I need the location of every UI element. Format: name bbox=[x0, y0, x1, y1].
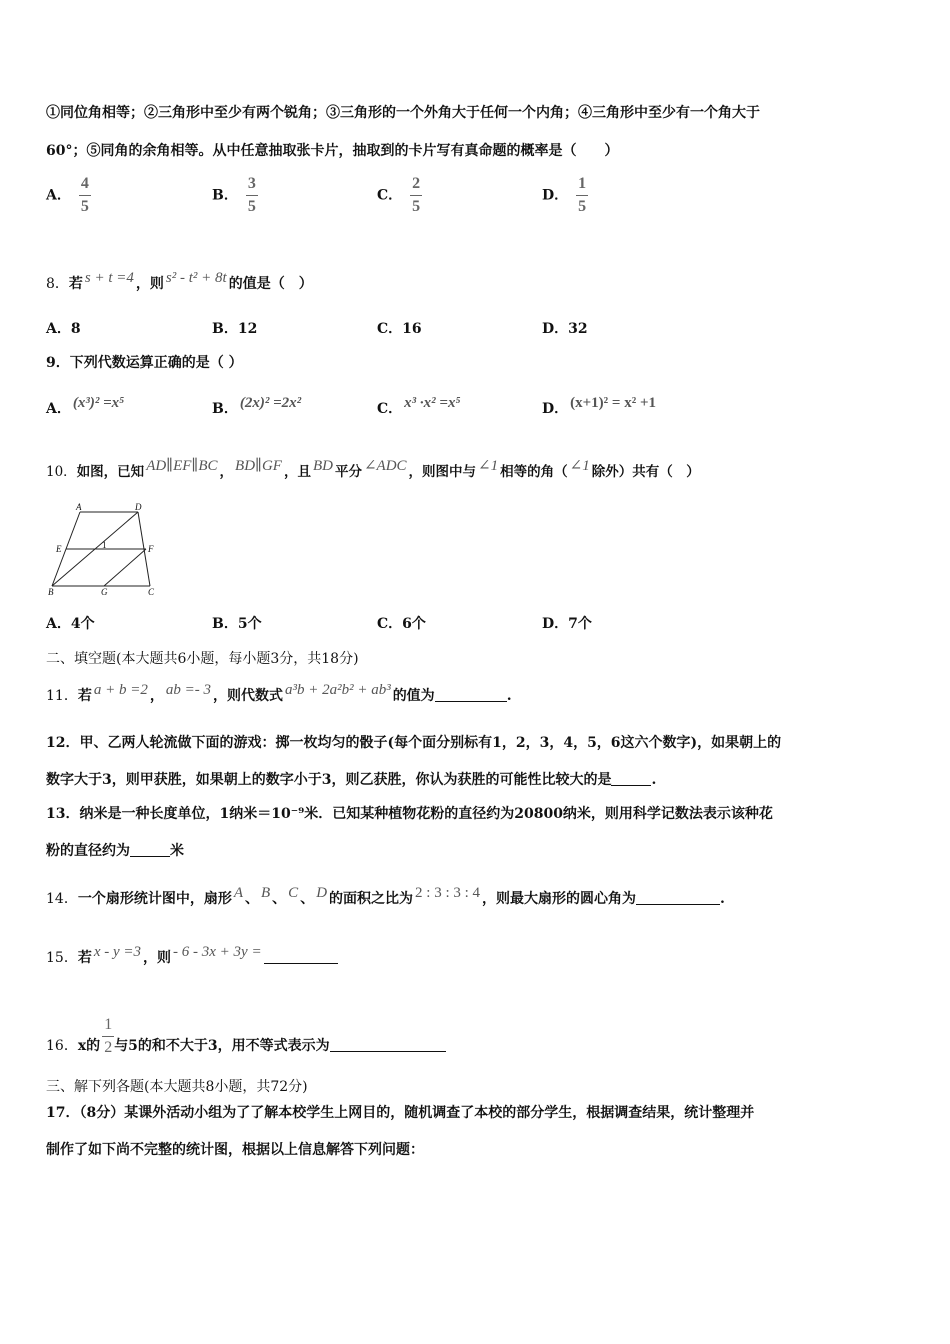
q15-stem: 15．若 x - y =3 ，则 - 6 - 3x + 3y = bbox=[46, 944, 338, 967]
q8-option-d[interactable]: D．32 bbox=[542, 321, 588, 337]
section-2-heading: 二、填空题(本大题共6小题，每小题3分，共18分) bbox=[46, 651, 359, 667]
q9-option-a[interactable]: A． (x³)² =x⁵ bbox=[46, 395, 125, 417]
q7-option-b-fraction: $\frac{3}{5}$ bbox=[247, 175, 256, 215]
q8-option-a[interactable]: A．8 bbox=[46, 321, 81, 337]
q9-stem: 9．下列代数运算正确的是（ ） bbox=[46, 355, 243, 371]
q16-answer-blank[interactable] bbox=[330, 1037, 446, 1052]
q9-option-c[interactable]: C． x³ ·x² =x⁵ bbox=[377, 395, 461, 417]
q10-option-a[interactable]: A．4个 bbox=[46, 616, 95, 632]
q15-answer-blank[interactable] bbox=[264, 949, 338, 964]
fig-label-a: A bbox=[76, 502, 82, 512]
q13-line1: 13．纳米是一种长度单位，1纳米＝10⁻⁹米．已知某种植物花粉的直径约为20800纳米，则用科学记数法表示该种花 bbox=[46, 806, 773, 822]
q9-option-b[interactable]: B． (2x)² =2x² bbox=[212, 395, 302, 417]
fig-label-e: E bbox=[56, 544, 62, 554]
q7-option-b[interactable]: B． $\frac{3}{5}$ bbox=[212, 175, 256, 215]
fig-label-b: B bbox=[48, 587, 54, 596]
q7-option-a[interactable]: A． $\frac{4}{5}$ bbox=[46, 175, 89, 215]
q17-line1: 17．（8分）某课外活动小组为了了解本校学生上网目的，随机调查了本校的部分学生，根据调查结果，统计整理并 bbox=[46, 1105, 755, 1121]
fig-label-c: C bbox=[148, 587, 155, 596]
q16-fraction: $\frac{1}{2}$ bbox=[104, 1016, 113, 1056]
q7-option-c-fraction: $\frac{2}{5}$ bbox=[412, 175, 421, 215]
fig-label-g: G bbox=[101, 587, 108, 596]
q7-option-d[interactable]: D． $\frac{1}{5}$ bbox=[542, 175, 587, 215]
q11-answer-blank[interactable] bbox=[435, 687, 507, 702]
q16-stem: 16．x的 $\frac{1}{2}$ 与5的和不大于3，用不等式表示为 bbox=[46, 1016, 446, 1057]
q13-answer-blank[interactable] bbox=[130, 842, 170, 857]
q7-option-a-fraction: $\frac{4}{5}$ bbox=[80, 175, 89, 215]
q8-option-b[interactable]: B．12 bbox=[212, 321, 258, 337]
fig-label-angle-1: 1 bbox=[102, 540, 107, 550]
q8-option-c[interactable]: C．16 bbox=[377, 321, 422, 337]
q10-option-c[interactable]: C．6个 bbox=[377, 616, 426, 632]
q14-answer-blank[interactable] bbox=[636, 890, 720, 905]
q12-answer-blank[interactable] bbox=[611, 771, 651, 786]
q13-line2-row: 粉的直径约为 米 bbox=[46, 843, 184, 859]
q14-stem: 14．一个扇形统计图中，扇形 A 、 B 、 C 、 D 的面积之比为 2 : 3 : 3 : 4 ，则最大扇形的圆心角为 . bbox=[46, 885, 725, 907]
q7-option-d-fraction: $\frac{1}{5}$ bbox=[578, 175, 587, 215]
q7-line2: 60°；⑤同角的余角相等。从中任意抽取张卡片，抽取到的卡片写有真命题的概率是（ ） bbox=[46, 143, 619, 159]
q7-line1: ①同位角相等；②三角形中至少有两个锐角；③三角形的一个外角大于任何一个内角；④三角形中至少有一个角大于 bbox=[46, 105, 760, 121]
q11-stem: 11．若 a + b =2 ， ab =- 3 ，则代数式 a³b + 2a²b² + ab³ 的值为 . bbox=[46, 682, 512, 704]
q17-line2: 制作了如下尚不完整的统计图，根据以上信息解答下列问题： bbox=[46, 1142, 424, 1158]
q8-stem: 8．若 s + t =4 ，则 s² - t² + 8t 的值是（ ） bbox=[46, 270, 313, 292]
q12-line2-row: 数字大于3，则甲获胜，如果朝上的数字小于3，则乙获胜，你认为获胜的可能性比较大的是 . bbox=[46, 772, 657, 788]
q10-geometry-figure bbox=[46, 502, 166, 596]
q10-stem: 10．如图，已知 AD∥EF∥BC ， BD∥GF ，且 BD 平分 ∠ADC ，则图中与 ∠1 相等的角（ ∠1 除外）共有（ ） bbox=[46, 458, 700, 480]
q12-line1: 12．甲、乙两人轮流做下面的游戏：掷一枚均匀的骰子(每个面分别标有1，2，3，4，5，6这六个数字)，如果朝上的 bbox=[46, 735, 782, 751]
fig-label-d: D bbox=[135, 502, 142, 512]
fig-label-f: F bbox=[148, 544, 154, 554]
q10-option-b[interactable]: B．5个 bbox=[212, 616, 262, 632]
q7-option-c[interactable]: C． $\frac{2}{5}$ bbox=[377, 175, 421, 215]
section-3-heading: 三、解下列各题(本大题共8小题，共72分) bbox=[46, 1079, 308, 1095]
q10-option-d[interactable]: D．7个 bbox=[542, 616, 592, 632]
q9-option-d[interactable]: D． (x+1)² = x² +1 bbox=[542, 395, 657, 417]
